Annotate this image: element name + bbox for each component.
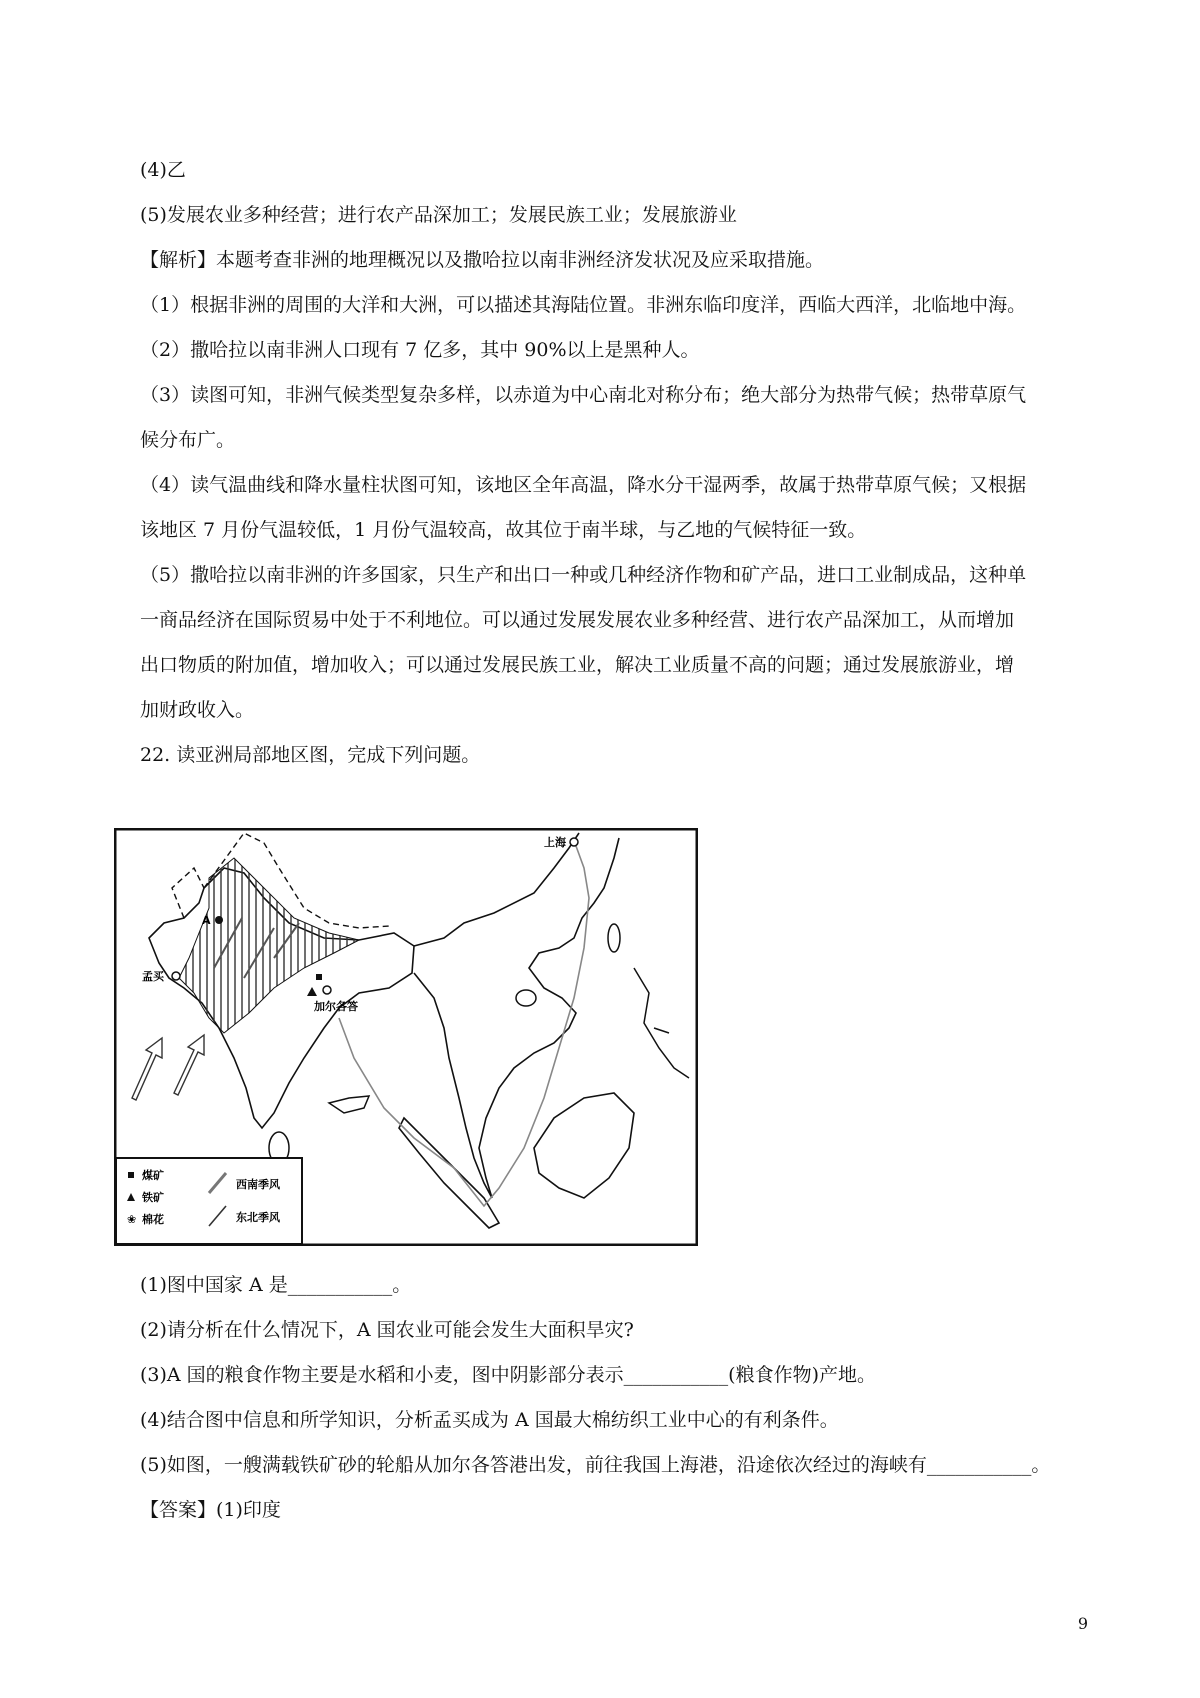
analysis-p5-line4: 加财政收入。 xyxy=(140,699,255,721)
analysis-p5-line3: 出口物质的附加值，增加收入；可以通过发展民族工业，解决工业质量不高的问题；通过发展旅游业，增 xyxy=(140,654,1015,676)
legend-ne-monsoon: 东北季风 xyxy=(236,1211,280,1224)
answer-5: (5)发展农业多种经营；进行农产品深加工；发展民族工业；发展旅游业 xyxy=(140,204,737,226)
marker-mumbai xyxy=(172,972,180,980)
legend-coal: 煤矿 xyxy=(142,1169,164,1182)
map-legend xyxy=(116,1158,302,1244)
page-number: 9 xyxy=(1077,1614,1088,1633)
analysis-p4-line1: （4）读气温曲线和降水量柱状图可知，该地区全年高温，降水分干湿两季，故属于热带草原气候；又根据 xyxy=(140,474,1027,496)
label-shanghai: 上海 xyxy=(544,836,566,849)
analysis-p3-line2: 候分布广。 xyxy=(140,429,236,451)
marker-shanghai xyxy=(570,838,578,846)
analysis-p5-line2: 一商品经济在国际贸易中处于不利地位。可以通过发展发展农业多种经营、进行农产品深加工，从而增加 xyxy=(140,609,1015,631)
analysis-p5-line1: （5）撒哈拉以南非洲的许多国家，只生产和出口一种或几种经济作物和矿产品，进口工业制成品，这种单 xyxy=(140,564,1027,586)
legend-iron: 铁矿 xyxy=(142,1191,164,1204)
coal-marker xyxy=(316,974,322,980)
question-22-1: (1)图中国家 A 是___________。 xyxy=(140,1274,412,1296)
question-22-3: (3)A 国的粮食作物主要是水稻和小麦，图中阴影部分表示___________(粮食作物)产地。 xyxy=(140,1364,877,1386)
question-22-4: (4)结合图中信息和所学知识，分析孟买成为 A 国最大棉纺织工业中心的有利条件。 xyxy=(140,1409,839,1431)
label-mumbai: 孟买 xyxy=(142,970,164,983)
analysis-p1: （1）根据非洲的周围的大洋和大洲，可以描述其海陆位置。非洲东临印度洋，西临大西洋，北临地中海。 xyxy=(140,294,1027,316)
legend-cotton: 棉花 xyxy=(142,1213,164,1226)
legend-coal-icon xyxy=(128,1172,134,1178)
marker-a xyxy=(215,916,223,924)
asia-map xyxy=(114,828,698,1246)
analysis-p4-line2: 该地区 7 月份气温较低，1 月份气温较高，故其位于南半球，与乙地的气候特征一致。 xyxy=(140,519,867,541)
question-22-answer: 【答案】(1)印度 xyxy=(140,1499,281,1521)
question-22-title: 22. 读亚洲局部地区图，完成下列问题。 xyxy=(140,744,481,766)
analysis-intro: 【解析】本题考查非洲的地理概况以及撒哈拉以南非洲经济发状况及应采取措施。 xyxy=(140,249,825,271)
label-a: A xyxy=(202,914,211,927)
legend-sw-monsoon: 西南季风 xyxy=(236,1178,280,1191)
marker-kolkata xyxy=(323,986,331,994)
analysis-p3-line1: （3）读图可知，非洲气候类型复杂多样，以赤道为中心南北对称分布；绝大部分为热带气候；热带草原气 xyxy=(140,384,1027,406)
answer-4: (4)乙 xyxy=(140,159,186,181)
analysis-p2: （2）撒哈拉以南非洲人口现有 7 亿多，其中 90%以上是黑种人。 xyxy=(140,339,700,361)
question-22-2: (2)请分析在什么情况下，A 国农业可能会发生大面积旱灾? xyxy=(140,1319,634,1341)
legend-cotton-icon: ❀ xyxy=(127,1213,137,1226)
question-22-5: (5)如图，一艘满载铁矿砂的轮船从加尔各答港出发，前往我国上海港，沿途依次经过的海峡有___________。 xyxy=(140,1454,1051,1476)
label-kolkata: 加尔各答 xyxy=(314,1000,358,1013)
